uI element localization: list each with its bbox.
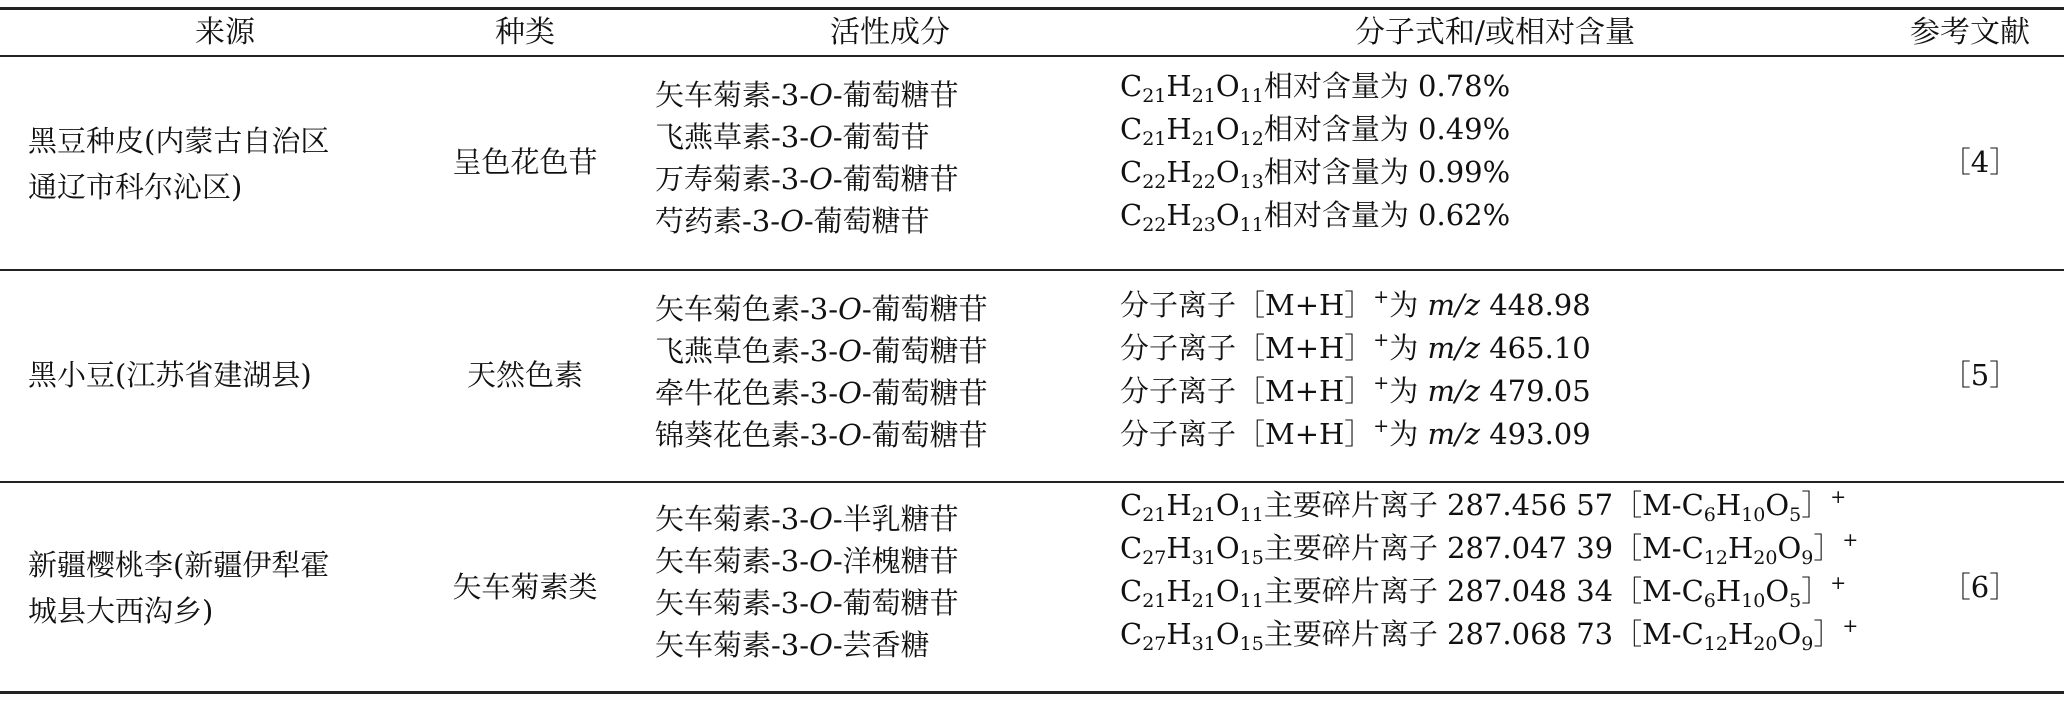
table-row-1-ref: ［4］ — [1941, 145, 2019, 179]
ingredient: 万寿菊素-3-O-葡萄糖苷 — [655, 162, 959, 196]
ion-line: 分子离子［M+H］+为 m/z 465.10 — [1120, 329, 1591, 365]
table-row-3-ref: ［6］ — [1941, 570, 2019, 604]
formula-line: $C_{22}H_{22}O_{13}$相对含量为 0.99% — [1120, 155, 1511, 193]
ingredient: 锦葵花色素-3-O-葡萄糖苷 — [655, 418, 988, 452]
ingredient: 芍药素-3-O-葡萄糖苷 — [655, 204, 930, 238]
formula-line: $C_{21}H_{21}O_{12}$相对含量为 0.49% — [1120, 112, 1511, 150]
header-active: 活性成分 — [830, 15, 950, 50]
formula-line: $C_{22}H_{23}O_{11}$相对含量为 0.62% — [1120, 198, 1511, 236]
ingredient: 矢车菊素-3-O-半乳糖苷 — [655, 502, 959, 536]
table-row-3-type: 矢车菊素类 — [452, 570, 598, 604]
formula-line: $C_{21}H_{21}O_{11}$相对含量为 0.78% — [1120, 69, 1511, 107]
table-row-1-source — [28, 118, 329, 210]
ion-line: 分子离子［M+H］+为 m/z 493.09 — [1120, 415, 1591, 451]
table-row-3-fragments — [1120, 484, 1858, 656]
header-formula: 分子式和/或相对含量 — [1354, 15, 1636, 50]
fragment-line: $C_{21}H_{21}O_{11}$主要碎片离子 287.456 $57[M-C_6H_{10}O_5]^+$ — [1120, 486, 1847, 526]
ingredient: 飞燕草素-3-O-葡萄苷 — [655, 120, 930, 154]
table-row-2-ions — [1120, 284, 1591, 456]
table-row-2-ingredients — [655, 288, 988, 456]
table-row-2-type: 天然色素 — [466, 358, 583, 392]
table-row-1-formulas — [1120, 65, 1510, 237]
table-row-1-type: 呈色花色苷 — [452, 145, 598, 179]
table-bottom-rule — [0, 691, 2064, 694]
ion-line: 分子离子［M+H］+为 m/z 448.98 — [1120, 286, 1591, 322]
ingredient: 牵牛花色素-3-O-葡萄糖苷 — [655, 376, 988, 410]
fragment-line: $C_{21}H_{21}O_{11}$主要碎片离子 287.048 $34[M-C_6H_{10}O_5]^+$ — [1120, 572, 1847, 612]
ingredient: 矢车菊素-3-O-葡萄糖苷 — [655, 78, 959, 112]
header-rule — [0, 55, 2064, 57]
ingredient: 矢车菊色素-3-O-葡萄糖苷 — [655, 292, 988, 326]
ingredient: 矢车菊素-3-O-洋槐糖苷 — [655, 544, 959, 578]
table-row-2-source: 黑小豆(江苏省建湖县) — [28, 358, 312, 392]
table-row-3-source — [28, 542, 329, 634]
table-row-1-ingredients — [655, 74, 959, 242]
header-source: 来源 — [195, 15, 255, 50]
fragment-line: $C_{27}H_{31}O_{15}$主要碎片离子 287.068 $73[M-C_{12}H_{20}O_9]^+$ — [1120, 615, 1859, 655]
row-divider — [0, 481, 2064, 483]
ingredient: 矢车菊素-3-O-芸香糖 — [655, 628, 930, 662]
table-row-2-ref: ［5］ — [1941, 358, 2019, 392]
table-top-rule — [0, 7, 2064, 10]
source-line: 新疆樱桃李(新疆伊犁霍 — [28, 548, 330, 582]
table-row-3-ingredients — [655, 498, 959, 666]
fragment-line: $C_{27}H_{31}O_{15}$主要碎片离子 287.047 $39[M-C_{12}H_{20}O_9]^+$ — [1120, 529, 1859, 569]
ingredient: 矢车菊素-3-O-葡萄糖苷 — [655, 586, 959, 620]
source-line: 城县大西沟乡) — [28, 594, 214, 628]
header-type: 种类 — [495, 15, 555, 50]
source-line: 通辽市科尔沁区) — [28, 170, 243, 204]
header-ref: 参考文献 — [1910, 15, 2030, 50]
ingredient: 飞燕草色素-3-O-葡萄糖苷 — [655, 334, 988, 368]
ion-line: 分子离子［M+H］+为 m/z 479.05 — [1120, 372, 1591, 408]
row-divider — [0, 269, 2064, 271]
source-line: 黑豆种皮(内蒙古自治区 — [28, 124, 330, 158]
